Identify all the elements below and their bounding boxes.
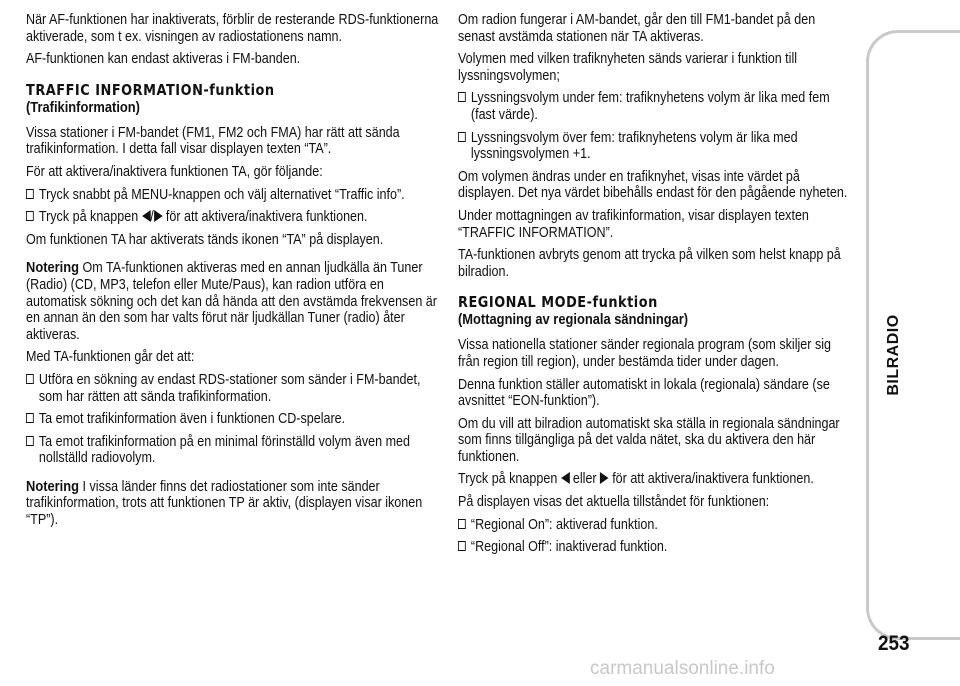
chapter-tab [866, 30, 960, 640]
bullet-text: Ta emot trafikinformation på en minimal förinställd volym även med nollställd radiovolym. [38, 433, 411, 467]
checkbox-bullet-icon [458, 92, 466, 102]
section-subtitle: (Mottagning av regionala sändningar) [458, 311, 689, 329]
bullet-item [458, 517, 852, 534]
section-heading-traffic-information [26, 82, 441, 117]
bullet-item [26, 411, 441, 428]
bullet-item [458, 130, 852, 163]
bullet-text: “Regional On”: aktiverad funktion. [470, 516, 658, 533]
left-column [26, 12, 441, 535]
note-label: Notering [26, 259, 80, 277]
paragraph: För att aktivera/inaktivera funktionen TA, gör följande: [26, 163, 323, 180]
paragraph: Vissa stationer i FM-bandet (FM1, FM2 och FMA) har rätt att sända trafikinformation. I detta fall visar displayen texten “TA”. [26, 124, 400, 158]
arrow-left-icon [142, 210, 151, 222]
paragraph: Under mottagningen av trafikinformation, visar displayen texten “TRAFFIC INFORMATION”. [458, 207, 809, 241]
paragraph: Om radion fungerar i AM-bandet, går den till FM1-bandet på den senast avstämda stationen när TA aktiveras. [458, 12, 816, 45]
paragraph: Om funktionen TA har aktiverats tänds ikonen “TA” på displayen. [26, 231, 384, 248]
paragraph [458, 471, 852, 488]
note-text: Om TA-funktionen aktiveras med en annan ljudkälla än Tuner (Radio) (CD, MP3, telefon eller Mute/Paus), kan radion utföra en automatisk sökning och det kan då hända att den avstämda frekvensen är en annan än den som har valts förut när ljudkällan Tuner (radio) åter aktiveras. [26, 260, 437, 343]
arrow-right-icon [154, 210, 163, 222]
paragraph: Med TA-funktionen går det att: [26, 349, 195, 366]
section-heading-regional-mode [458, 294, 852, 329]
arrow-right-icon [600, 472, 609, 484]
checkbox-bullet-icon [458, 132, 466, 142]
watermark: carmanualsonline.info [590, 658, 775, 679]
paragraph-text-start: Tryck på knappen [458, 471, 558, 488]
paragraph: Vissa nationella stationer sänder regionala program (som skiljer sig från region till region), under bestämda tider under dagen. [458, 337, 831, 370]
paragraph: AF-funktionen kan endast aktiveras i FM-banden. [26, 51, 301, 68]
bullet-text: Lyssningsvolym under fem: trafiknyhetens volym är lika med fem (fast värde). [470, 90, 830, 123]
paragraph: Volymen med vilken trafiknyheten sänds varierar i funktion till lyssningsvolymen; [458, 51, 798, 84]
paragraph-separator: eller [572, 471, 597, 488]
note-text: I vissa länder finns det radiostationer som inte sänder trafikinformation, trots att funktionen TP är aktiv, (displayen visar ikonen “TP”). [26, 478, 423, 529]
paragraph: När AF-funktionen har inaktiverats, förblir de resterande RDS-funktionerna aktiverade, som t ex. visningen av radiostationens namn. [26, 12, 439, 45]
bullet-separator: / [150, 209, 154, 226]
section-subtitle: (Trafikinformation) [26, 98, 140, 116]
note-label: Notering [26, 477, 80, 495]
bullet-text: “Regional Off”: inaktiverad funktion. [470, 539, 668, 556]
section-title: TRAFFIC INFORMATION-funktion [26, 80, 275, 99]
checkbox-bullet-icon [26, 189, 34, 199]
bullet-text-end: för att aktivera/inaktivera funktionen. [165, 209, 368, 226]
bullet-item [26, 372, 441, 405]
paragraph: Om volymen ändras under en trafiknyhet, visas inte värdet på displayen. Det nya värdet bibehålls endast för den pågående nyheten. [458, 168, 848, 202]
right-column [458, 12, 852, 562]
page-number: 253 [878, 632, 910, 655]
paragraph: Denna funktion ställer automatiskt in lokala (regionala) sändare (se avsnittet “EON-funktion”). [458, 376, 830, 410]
bullet-item [26, 187, 441, 204]
checkbox-bullet-icon [458, 541, 466, 551]
bullet-text: Tryck snabbt på MENU-knappen och välj alternativet “Traffic info”. [38, 186, 405, 203]
section-title: REGIONAL MODE-funktion [458, 293, 658, 312]
checkbox-bullet-icon [26, 413, 34, 423]
paragraph: TA-funktionen avbryts genom att trycka på vilken som helst knapp på bilradion. [458, 247, 841, 280]
note [26, 479, 441, 529]
note [26, 260, 441, 343]
paragraph: Om du vill att bilradion automatiskt ska ställa in regionala sändningar som finns tillgängliga på det valda nätet, ska du aktivera den här funktionen. [458, 415, 840, 465]
checkbox-bullet-icon [458, 519, 466, 529]
checkbox-bullet-icon [26, 211, 34, 221]
chapter-tab-label: BILRADIO [885, 314, 902, 396]
bullet-text: Ta emot trafikinformation även i funktionen CD-spelare. [38, 411, 346, 428]
bullet-item [458, 539, 852, 556]
bullet-text: Lyssningsvolym över fem: trafiknyhetens volym är lika med lyssningsvolymen +1. [470, 129, 798, 163]
checkbox-bullet-icon [26, 436, 34, 446]
bullet-item [26, 434, 441, 467]
bullet-text: Utföra en sökning av endast RDS-stationer som sänder i FM-bandet, som har rätten att sända trafikinformation. [38, 371, 421, 405]
bullet-item [26, 209, 441, 226]
bullet-text-start: Tryck på knappen [38, 209, 139, 226]
arrow-left-icon [561, 472, 570, 484]
checkbox-bullet-icon [26, 374, 34, 384]
paragraph: På displayen visas det aktuella tillståndet för funktionen: [458, 494, 770, 511]
bullet-item [458, 90, 852, 123]
paragraph-text-end: för att aktivera/inaktivera funktionen. [612, 471, 814, 488]
